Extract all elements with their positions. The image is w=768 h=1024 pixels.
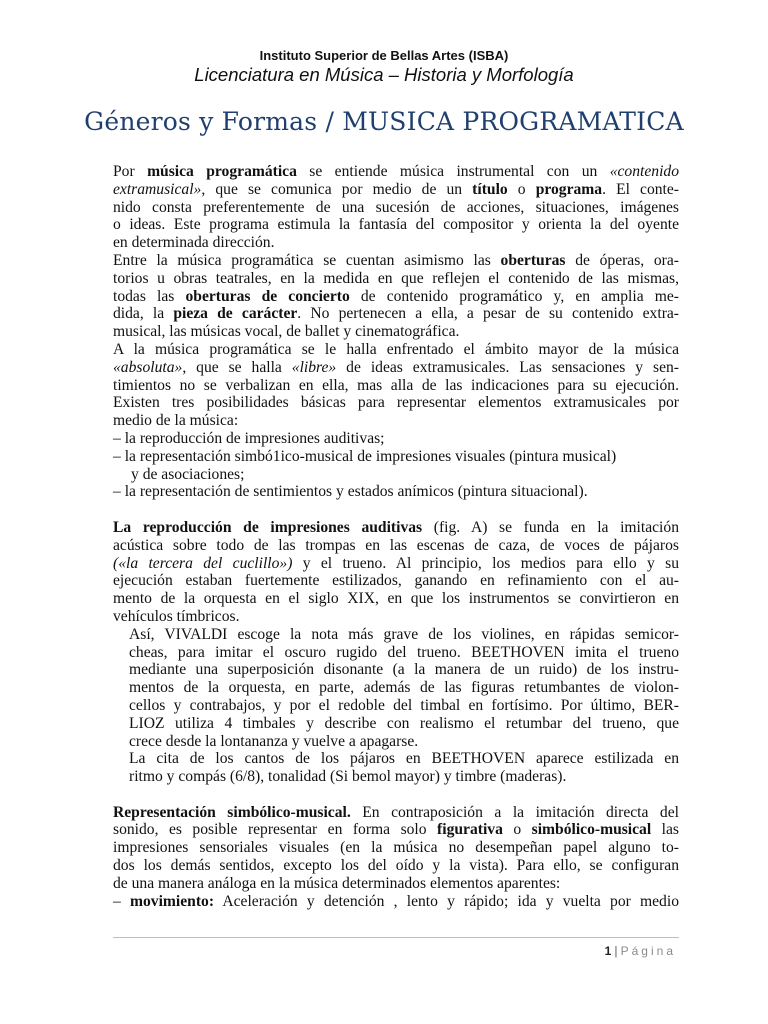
text-line: mentos de la orquesta, en parte, además de las figuras retumbantes de violon- — [129, 679, 679, 697]
paragraph-absoluta — [113, 341, 679, 430]
text-line: A la música programática se le halla enfrentado el ámbito mayor de la música — [113, 340, 679, 358]
paragraph-auditivas — [113, 519, 679, 626]
text-line: («la tercera del cuclillo») y el trueno. Al principio, los medios para ello y su — [113, 554, 679, 572]
text-line: Existen tres posibilidades básicas para representar elementos extramusicales por — [113, 394, 679, 412]
institution-header: Instituto Superior de Bellas Artes (ISBA) — [259, 48, 509, 63]
list-item: – la representación de sentimientos y estados anímicos (pintura situacional). — [113, 483, 588, 501]
paragraph-definition — [113, 163, 679, 252]
text-line: dos los demás sentidos, excepto los del oído y la vista). Para ello, se configuran — [113, 857, 679, 875]
possibilities-list — [113, 430, 679, 501]
text-line: torios u obras teatrales, en la medida en que reflejen el contenido de las mismas, — [113, 269, 679, 287]
text-line: La reproducción de impresiones auditivas (fig. A) se funda en la imitación — [113, 518, 679, 536]
text-line: ritmo y compás (6/8), tonalidad (Si bemol mayor) y timbre (maderas). — [129, 768, 567, 786]
text-line: Entre la música programática se cuentan asimismo las oberturas de óperas, ora- — [113, 251, 679, 269]
document-body — [113, 163, 679, 910]
text-line: todas las oberturas de concierto de contenido programático y, en amplia me- — [113, 287, 679, 305]
text-line: medio de la música: — [113, 412, 239, 430]
text-line: nido consta preferentemente de una sucesión de acciones, situaciones, imágenes — [113, 198, 679, 216]
text-line: mento de la orquesta en el siglo XIX, en que los instrumentos se convirtieron en — [113, 590, 679, 608]
list-item: – la representación simbó1ico-musical de impresiones visuales (pintura musical) — [113, 447, 617, 465]
text-line: extramusical», que se comunica por medio de un título o programa. El conte- — [113, 180, 680, 198]
text-line: LIOZ utiliza 4 timbales y describe con realismo el retumbar del trueno, que — [129, 714, 679, 732]
text-line: «absoluta», que se halla «libre» de ideas extramusicales. Las sensaciones y sen- — [113, 358, 679, 376]
text-line: Así, VIVALDI escoge la nota más grave de los violines, en rápidas semicor- — [129, 625, 679, 643]
page-footer — [605, 944, 676, 958]
page-label: Página — [620, 944, 676, 958]
text-line: timientos no se verbalizan en ella, mas alla de las indicaciones para su ejecución. — [113, 376, 679, 394]
text-line: ejecución estaban fuertemente estilizados, ganando en refinamiento con el au- — [113, 572, 679, 590]
text-line: o ideas. Este programa estimula la fantasía del compositor y orienta la del oyente — [113, 216, 679, 234]
text-line: cellos y contrabajos, y por el redoble del timbal en fortísimo. Por último, BER- — [129, 696, 679, 714]
paragraph-simbolico — [113, 804, 679, 911]
text-line: sonido, es posible representar en forma solo figurativa o simbólico-musical las — [113, 821, 679, 839]
text-line: – movimiento: Aceleración y detención , lento y rápido; ida y vuelta por medio — [113, 892, 679, 910]
text-line: impresiones sensoriales visuales (en la música no desempeñan papel alguno to- — [113, 839, 679, 857]
text-line: crece desde la lontananza y vuelve a apagarse. — [129, 732, 419, 750]
footer-divider — [113, 937, 679, 938]
paragraph-pajaros — [113, 750, 679, 786]
text-line: Representación simbólico-musical. En contraposición a la imitación directa del — [113, 803, 679, 821]
text-line: mediante una superposición disonante (a la manera de un ruido) de los instru- — [129, 661, 679, 679]
text-line: Por música programática se entiende música instrumental con un «contenido — [113, 163, 679, 180]
page-number: 1 — [604, 944, 612, 958]
list-item: – la reproducción de impresiones auditivas; — [113, 429, 385, 447]
text-line: La cita de los cantos de los pájaros en BEETHOVEN aparece estilizada en — [129, 750, 679, 768]
text-line: acústica sobre todo de las trompas en las escenas de caza, de voces de pájaros — [113, 536, 679, 554]
text-line: de una manera análoga en la música determinados elementos aparentes: — [113, 874, 561, 892]
text-line: en determinada dirección. — [113, 234, 275, 252]
page-title: Géneros y Formas / MUSICA PROGRAMATICA — [84, 107, 684, 136]
text-line: vehículos tímbricos. — [113, 607, 240, 625]
paragraph-vivaldi-beethoven — [113, 626, 679, 751]
paragraph-oberturas — [113, 252, 679, 341]
text-line: dida, la pieza de carácter. No pertenecen a ella, a pesar de su contenido extra- — [113, 305, 679, 323]
footer-separator: | — [614, 944, 618, 958]
text-line: musical, las músicas vocal, de ballet y cinematográfica. — [113, 323, 460, 341]
list-item-continuation: y de asociaciones; — [131, 465, 245, 483]
text-line: cheas, para imitar el oscuro rugido del trueno. BEETHOVEN imita el trueno — [129, 643, 679, 661]
course-subtitle: Licenciatura en Música – Historia y Morfología — [194, 64, 574, 85]
